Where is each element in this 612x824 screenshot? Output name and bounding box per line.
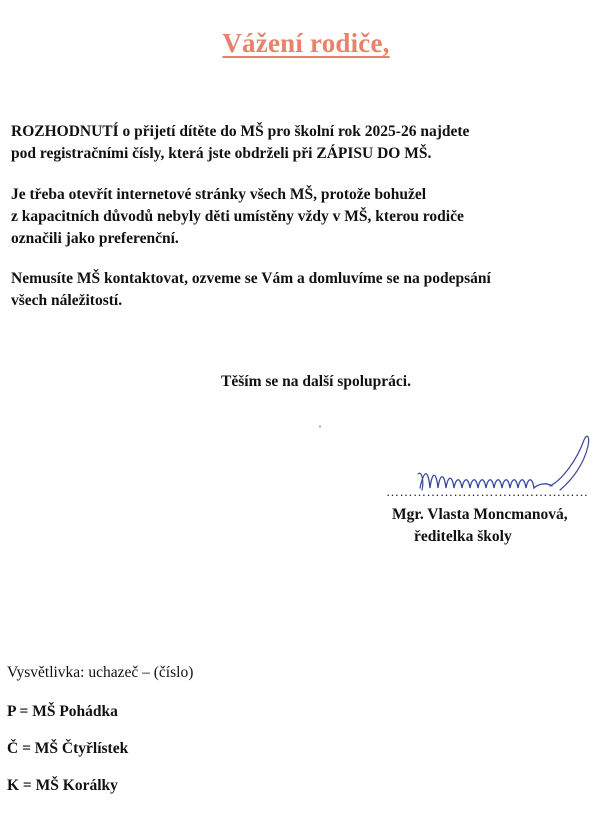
paragraph-line: Je třeba otevřít internetové stránky všech MŠ, protože bohužel (11, 186, 427, 203)
closing-line: Těším se na další spolupráci. (221, 373, 411, 390)
paragraph-line: Nemusíte MŠ kontaktovat, ozveme se Vám a domluvíme se na podepsání (11, 270, 491, 287)
paragraph-capacity (11, 184, 607, 250)
paragraph-line: z kapacitních důvodů nebyly děti umístěny vždy v MŠ, kterou rodiče (11, 208, 464, 225)
signature-dotted-line: ……………………………………… (386, 484, 589, 499)
letter-title: Vážení rodiče, (222, 28, 390, 58)
paragraph-line: ROZHODNUTÍ o přijetí dítěte do MŠ pro školní rok 2025-26 najdete (11, 123, 470, 140)
paragraph-decision (11, 121, 607, 165)
paragraph-contact (11, 268, 607, 312)
signatory-name: Mgr. Vlasta Moncmanová, (392, 506, 568, 523)
paragraph-line: všech náležitostí. (11, 292, 123, 309)
paragraph-line: označili jako preferenční. (11, 230, 179, 247)
legend-title: Vysvětlivka: uchazeč – (číslo) (7, 664, 194, 681)
signature-block (384, 430, 604, 510)
paragraph-line: pod registračními čísly, která jste obdrželi při ZÁPISU DO MŠ. (11, 145, 432, 162)
legend-item: Č = MŠ Čtyřlístek (7, 740, 129, 757)
scan-speck (319, 425, 321, 428)
legend-item: P = MŠ Pohádka (7, 703, 118, 720)
legend-item: K = MŠ Korálky (7, 777, 118, 794)
signatory-role: ředitelka školy (414, 528, 512, 545)
